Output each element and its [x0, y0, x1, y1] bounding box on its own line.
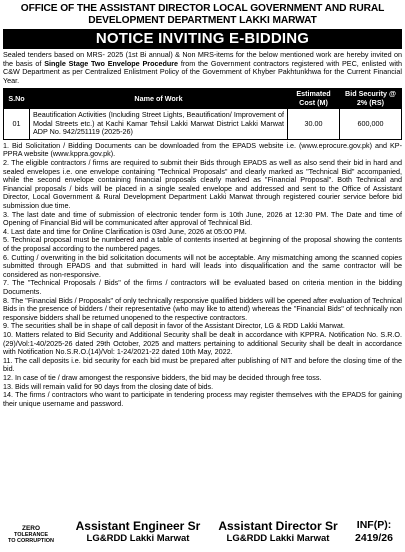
term-item: 2. The eligible contractors / firms are required to submit their Bids through EPADS as well as also send their bid in hard and sealed envelopes i.e. one envelope containing "Technical Proposals" and clearly marked as "Technical Bid" accompanied, while the second envelope containing financial proposals clearly marked as "Financial Proposal". Both Technical and Financial proposals / bids will be placed in a single sealed envelope and addressed and sent to the Office of Assistant Director, Local Government & Rural Development Department Lakki Marwat through registered courier service before bid submission due time.: [3, 158, 402, 211]
notice-title-banner: NOTICE INVITING E-BIDDING: [3, 29, 402, 49]
notice-page: [3, 3, 402, 549]
signature-assistant-director: [215, 519, 341, 544]
inf-number: 2419/26: [355, 532, 393, 544]
zero-line-3: TO CORRUPTION: [7, 538, 55, 544]
works-table: [3, 88, 402, 140]
sig1-office: LG&RDD Lakki Marwat: [86, 533, 190, 544]
cell-security: 600,000: [340, 109, 402, 140]
term-item: 8. The "Financial Bids / Proposals" of only technically responsive qualified bidders will be opened after evaluation of Technical Bids in the presence of bidders / their representative (who may like to attend) whereas the "Financial Bids" of technically non responsive bidders shall be returned unopened to the respective contractors.: [3, 295, 402, 322]
term-item: 14. The firms / contractors who want to participate in tendering process may register themselves with the EPADS for gaining their unique username and password.: [3, 390, 402, 408]
term-item: 6. Cutting / overwriting in the bid solicitation documents will not be acceptable. Any mismatching among the scanned copies submitted through EPADS and that submitted in hard will leads into disqualification and the same contractor will be considered as non-responsive.: [3, 252, 402, 279]
cell-name: Beautification Activities (Including Street Lights, Beautification/ Improvement of Modal Streets etc.) at Kachi Kamar Tehsil Lakki Marwat District Lakki Marwat ADP No. 942/251119 (2025-26): [30, 109, 288, 140]
sig2-office: LG&RDD Lakki Marwat: [226, 533, 330, 544]
term-item: 13. Bids will remain valid for 90 days from the closing date of bids.: [3, 381, 214, 391]
sig2-title: Assistant Director Sr: [218, 519, 338, 533]
intro-text-1: Sealed tenders based on MRS- 2025 (1st Bi annual) & Non MRS-items for the below mentioned work are hereby invited on the basis of: [3, 50, 402, 68]
header-cost: Estimated Cost (M): [288, 89, 340, 109]
intro-paragraph: [3, 51, 402, 85]
inf-reference: [346, 519, 402, 545]
term-item: 1. Bid Solicitation / Bidding Documents can be downloaded from the EPADS website i.e. (www.eprocure.gov.pk) and KP-PPRA website (www.kppra.gov.pk).: [3, 140, 402, 159]
header-line-1: OFFICE OF THE ASSISTANT DIRECTOR LOCAL GOVERNMENT AND RURAL: [20, 3, 385, 14]
sig1-title: Assistant Engineer Sr: [75, 519, 201, 533]
header-line-2: DEVELOPMENT DEPARTMENT LAKKI MARWAT: [88, 15, 317, 26]
term-item: 4. Last date and time for Online Clarification is 03rd June, 2026 at 05:00 PM.: [3, 226, 247, 236]
notice-footer: [3, 518, 402, 550]
term-item: 7. The "Technical Proposals / Bids" of the firms / contractors will be evaluated based on criteria mention in the bidding Documents.: [3, 278, 402, 296]
term-item: 3. The last date and time of submission of electronic tender form is 10th June, 2026 at 12:30 PM. The Date and time of Opening of Financial Bid will be communicated after approval of Technical Bid.: [3, 209, 402, 228]
inf-label: INF(P):: [356, 519, 392, 531]
cell-sno: 01: [4, 109, 30, 140]
table-header-row: [4, 89, 402, 109]
header-sno: S.No: [4, 89, 30, 109]
signature-assistant-engineer: [69, 519, 207, 544]
term-item: 5. Technical proposal must be numbered and a table of contents inserted at beginning of the proposal showing the contents of the proposal according to the numbered pages.: [3, 235, 402, 253]
intro-text-2: from the Government contractors registered with PEC, enlisted with C&W Department as per Centralized Enlistment Policy of the Government of Khyber Pakhtunkhwa for the Current Financial Year.: [3, 58, 402, 85]
intro-procedure: Single Stage Two Envelope Procedure: [44, 58, 179, 68]
term-item: 12. In case of tie / draw amongest the responsive bidders, the bid may be decided through free toss.: [3, 372, 322, 382]
zero-line-2: TOLERANCE: [13, 532, 49, 538]
term-item: 9. The securities shall be in shape of call deposit in favor of the Assistant Director, LG & RDD Lakki Marwat.: [3, 321, 345, 331]
office-header: [3, 3, 402, 27]
terms-list: [3, 142, 402, 408]
header-name: Name of Work: [30, 89, 288, 109]
table-row: [4, 109, 402, 140]
term-item: 11. The call deposits i.e. bid security for each bid must be prepared after publishing of NIT and before the closing time of the bid.: [3, 355, 402, 374]
zero-tolerance-logo: [5, 526, 57, 544]
cell-cost: 30.00: [288, 109, 340, 140]
zero-line-1: ZERO: [21, 525, 41, 532]
header-security: Bid Security @ 2% (RS): [340, 89, 402, 109]
term-item: 10. Matters related to Bid Security and Additional Security shall be dealt in accordance with KPPRA. Notification No. S.R.O. (29)/Vol:1-40/2025-26 dated 29th October, 2025 and matters pertaining to additional Security shall be dealt in accordance with Notification No.S.R.O.(14)/Vol: 1-24/2021-22 dated 10th May, 2022.: [3, 329, 402, 357]
